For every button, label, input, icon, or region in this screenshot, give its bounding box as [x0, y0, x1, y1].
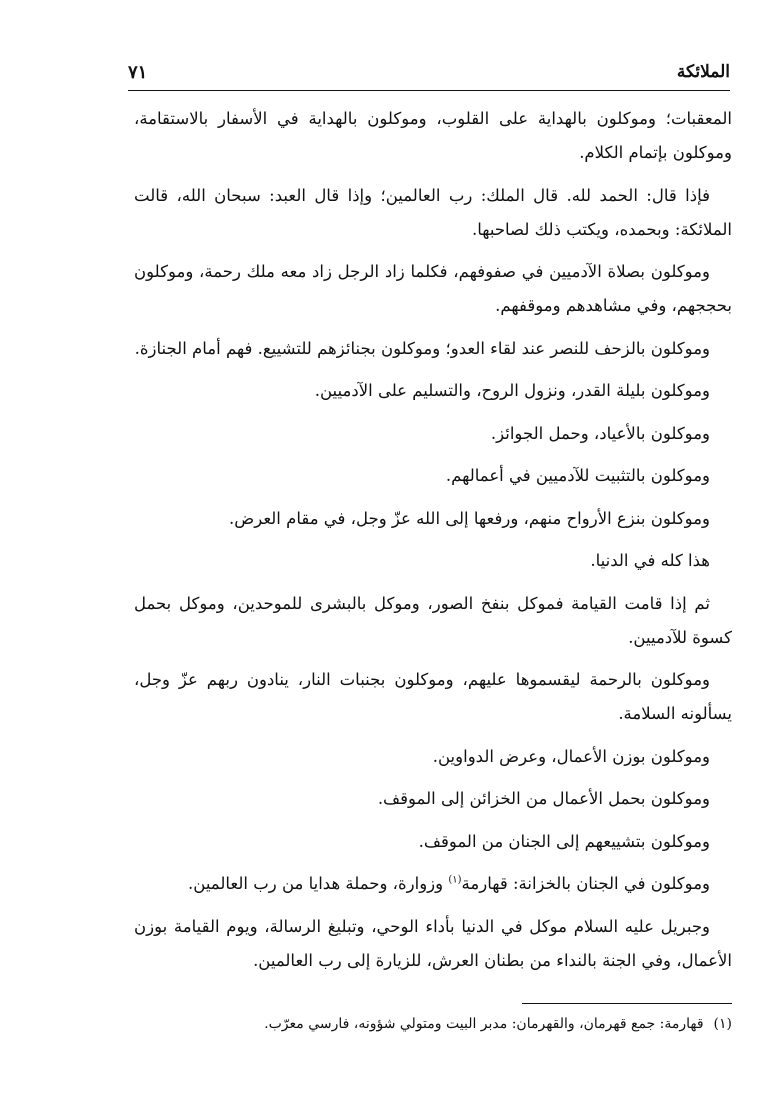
main-text	[134, 102, 732, 986]
paragraph-with-footnote	[134, 867, 732, 901]
footnote-reference[interactable]: (١)	[448, 874, 462, 886]
paragraph: وموكلون بالرحمة ليقسموها عليهم، وموكلون بجنبات النار، ينادون ربهم عزّ وجل، يسألونه السلامة.	[134, 670, 732, 723]
paragraph: وموكلون بليلة القدر، ونزول الروح، والتسليم على الآدميين.	[314, 381, 710, 400]
paragraph: وموكلون بحمل الأعمال من الخزائن إلى الموقف.	[377, 789, 710, 808]
paragraph: وموكلون بالتثبيت للآدميين في أعمالهم.	[445, 466, 710, 485]
paragraph: ثم إذا قامت القيامة فموكل بنفخ الصور، وموكل بالبشرى للموحدين، وموكل بحمل كسوة للآدميين.	[134, 593, 732, 647]
footnote	[134, 1012, 732, 1036]
paragraph: وموكلون بصلاة الآدميين في صفوفهم، فكلما زاد الرجل زاد معه ملك رحمة، وموكلون بحججهم، وفي مشاهدهم وموقفهم.	[134, 262, 732, 315]
paragraph: المعقبات؛ وموكلون بالهداية على القلوب، وموكلون بالهداية في الأسفار بالاستقامة، وموكلون بإتمام الكلام.	[134, 109, 732, 162]
footnote-marker: (١)	[713, 1016, 732, 1032]
paragraph: فإذا قال: الحمد لله. قال الملك: رب العالمين؛ وإذا قال العبد: سبحان الله، قالت الملائكة: وبحمده، ويكتب ذلك لصاحبها.	[134, 185, 732, 239]
paragraph: وموكلون بالأعياد، وحمل الجوائز.	[490, 423, 710, 443]
paragraph-text: وزوارة، وحملة هدايا من رب العالمين.	[188, 874, 444, 893]
page-number: ٧١	[128, 62, 148, 83]
paragraph: وموكلون بنزع الأرواح منهم، ورفعها إلى الله عزّ وجل، في مقام العرض.	[229, 508, 710, 528]
paragraph-text: وموكلون في الجنان بالخزانة: قهارمة	[461, 874, 710, 893]
footnote-text: قهارمة: جمع قهرمان، والقهرمان: مدبر البيت ومتولي شؤونه، فارسي معرّب.	[264, 1016, 704, 1032]
paragraph: وجبريل عليه السلام موكل في الدنيا بأداء الوحي، وتبليغ الرسالة، ويوم القيامة بوزن الأعمال، وفي الجنة بالنداء من بطنان العرش، للزيارة إلى رب العالمين.	[134, 916, 732, 970]
running-title: الملائكة	[676, 62, 730, 82]
paragraph: وموكلون بالزحف للنصر عند لقاء العدو؛ وموكلون بجنائزهم للتشييع. فهم أمام الجنازة.	[134, 338, 710, 358]
paragraph: هذا كله في الدنيا.	[590, 551, 710, 570]
footnote-rule	[522, 1003, 732, 1004]
paragraph: وموكلون بوزن الأعمال، وعرض الدواوين.	[432, 746, 710, 766]
page-header	[128, 60, 730, 90]
paragraph: وموكلون بتشييعهم إلى الجنان من الموقف.	[418, 831, 710, 851]
header-rule	[128, 90, 730, 91]
